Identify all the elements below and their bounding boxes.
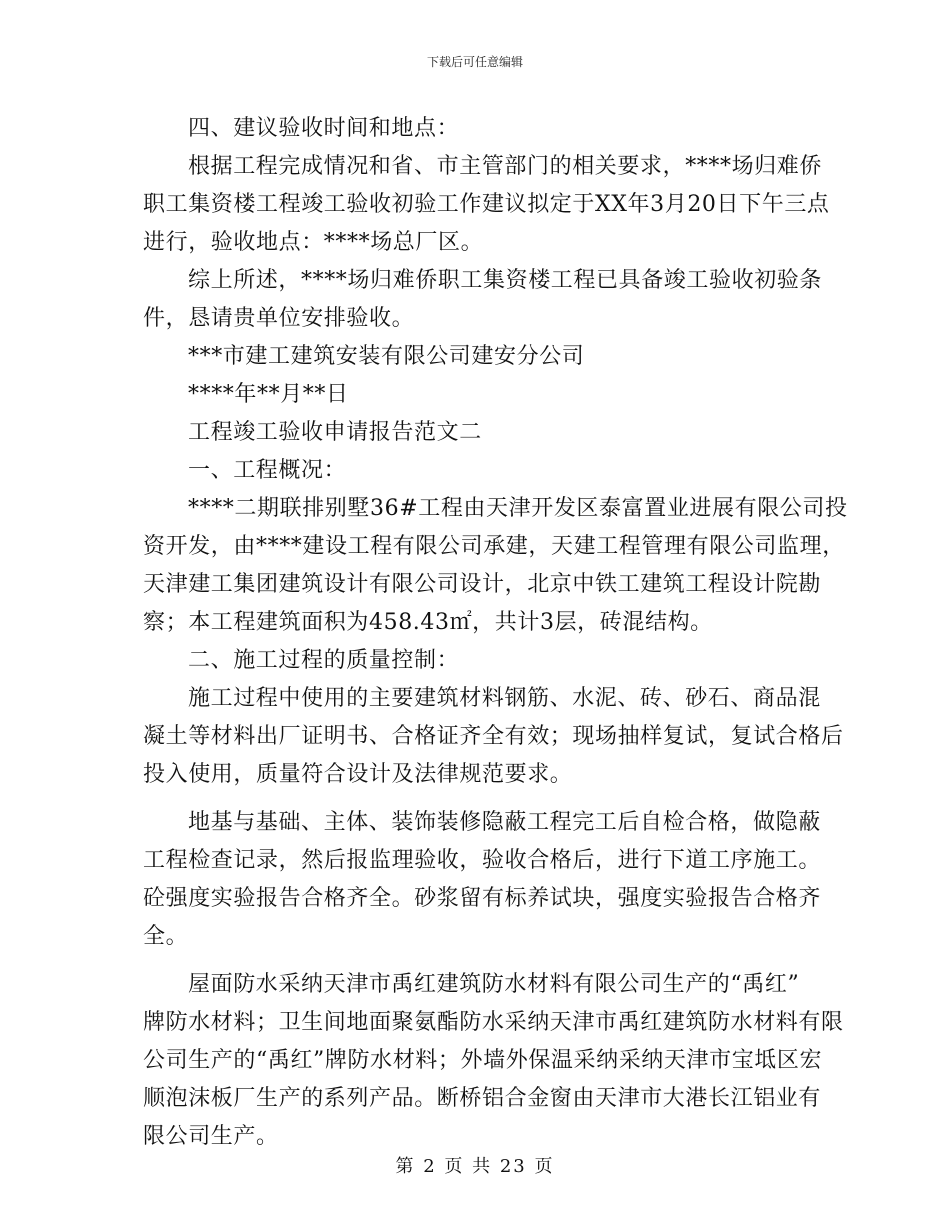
- paragraph-line: 全。: [143, 924, 189, 949]
- paragraph-line: 综上所述，****场归难侨职工集资楼工程已具备竣工验收初验条: [188, 268, 823, 293]
- paragraph-line: 进行，验收地点：****场总厂区。: [143, 230, 484, 255]
- paragraph-line: 公司生产的“禹红”牌防水材料；外墙外保温采纳采纳天津市宝坻区宏: [143, 1048, 823, 1073]
- document-subtitle: 工程竣工验收申请报告范文二: [188, 420, 482, 445]
- header-note: 下载后可任意编辑: [426, 55, 523, 69]
- paragraph-line: 限公司生产。: [143, 1124, 279, 1149]
- signature-company: ***市建工建筑安装有限公司建安分公司: [188, 344, 585, 369]
- paragraph-line: 牌防水材料；卫生间地面聚氨酯防水采纳天津市禹红建筑防水材料有限: [143, 1010, 844, 1035]
- paragraph-line: 资开发，由****建设工程有限公司承建，天建工程管理有限公司监理，: [143, 534, 845, 559]
- paragraph-line: 天津建工集团建筑设计有限公司设计，北京中铁工建筑工程设计院勘: [143, 572, 822, 597]
- document-body: [143, 110, 848, 1156]
- paragraph-line: 投入使用，质量符合设计及法律规范要求。: [143, 762, 573, 787]
- paragraph-line: 根据工程完成情况和省、市主管部门的相关要求，****场归难侨: [188, 154, 823, 179]
- paragraph-line: 地基与基础、主体、装饰装修隐蔽工程完工后自检合格，做隐蔽: [188, 810, 821, 835]
- paragraph-line: 施工过程中使用的主要建筑材料钢筋、水泥、砖、砂石、商品混: [188, 686, 821, 711]
- paragraph-line: 察；本工程建筑面积为458.43㎡，共计3层，砖混结构。: [143, 610, 713, 635]
- paragraph-line: ****二期联排别墅36#工程由天津开发区泰富置业进展有限公司投: [188, 496, 848, 521]
- paragraph-line: 屋面防水采纳天津市禹红建筑防水材料有限公司生产的“禹红”: [188, 972, 800, 997]
- paragraph-line: 件，恳请贵单位安排验收。: [143, 306, 415, 331]
- paragraph-line: 凝土等材料出厂证明书、合格证齐全有效；现场抽样复试，复试合格后: [143, 724, 844, 749]
- paragraph-line: 职工集资楼工程竣工验收初验工作建议拟定于XX年3月20日下午三点: [143, 192, 830, 217]
- paragraph-line: 顺泡沫板厂生产的系列产品。断桥铝合金窗由天津市大港长江铝业有: [143, 1086, 822, 1111]
- paragraph-line: 工程检查记录，然后报监理验收，验收合格后，进行下道工序施工。: [143, 848, 822, 873]
- page-footer: 第 2 页 共 23 页: [395, 1156, 555, 1177]
- section-heading-2: 二、施工过程的质量控制：: [188, 648, 460, 673]
- section-heading-1: 一、工程概况：: [188, 458, 347, 483]
- section-heading-4: 四、建议验收时间和地点：: [188, 116, 460, 141]
- signature-date: ****年**月**日: [188, 382, 349, 407]
- paragraph-line: 砼强度实验报告合格齐全。砂浆留有标养试块，强度实验报告合格齐: [143, 886, 822, 911]
